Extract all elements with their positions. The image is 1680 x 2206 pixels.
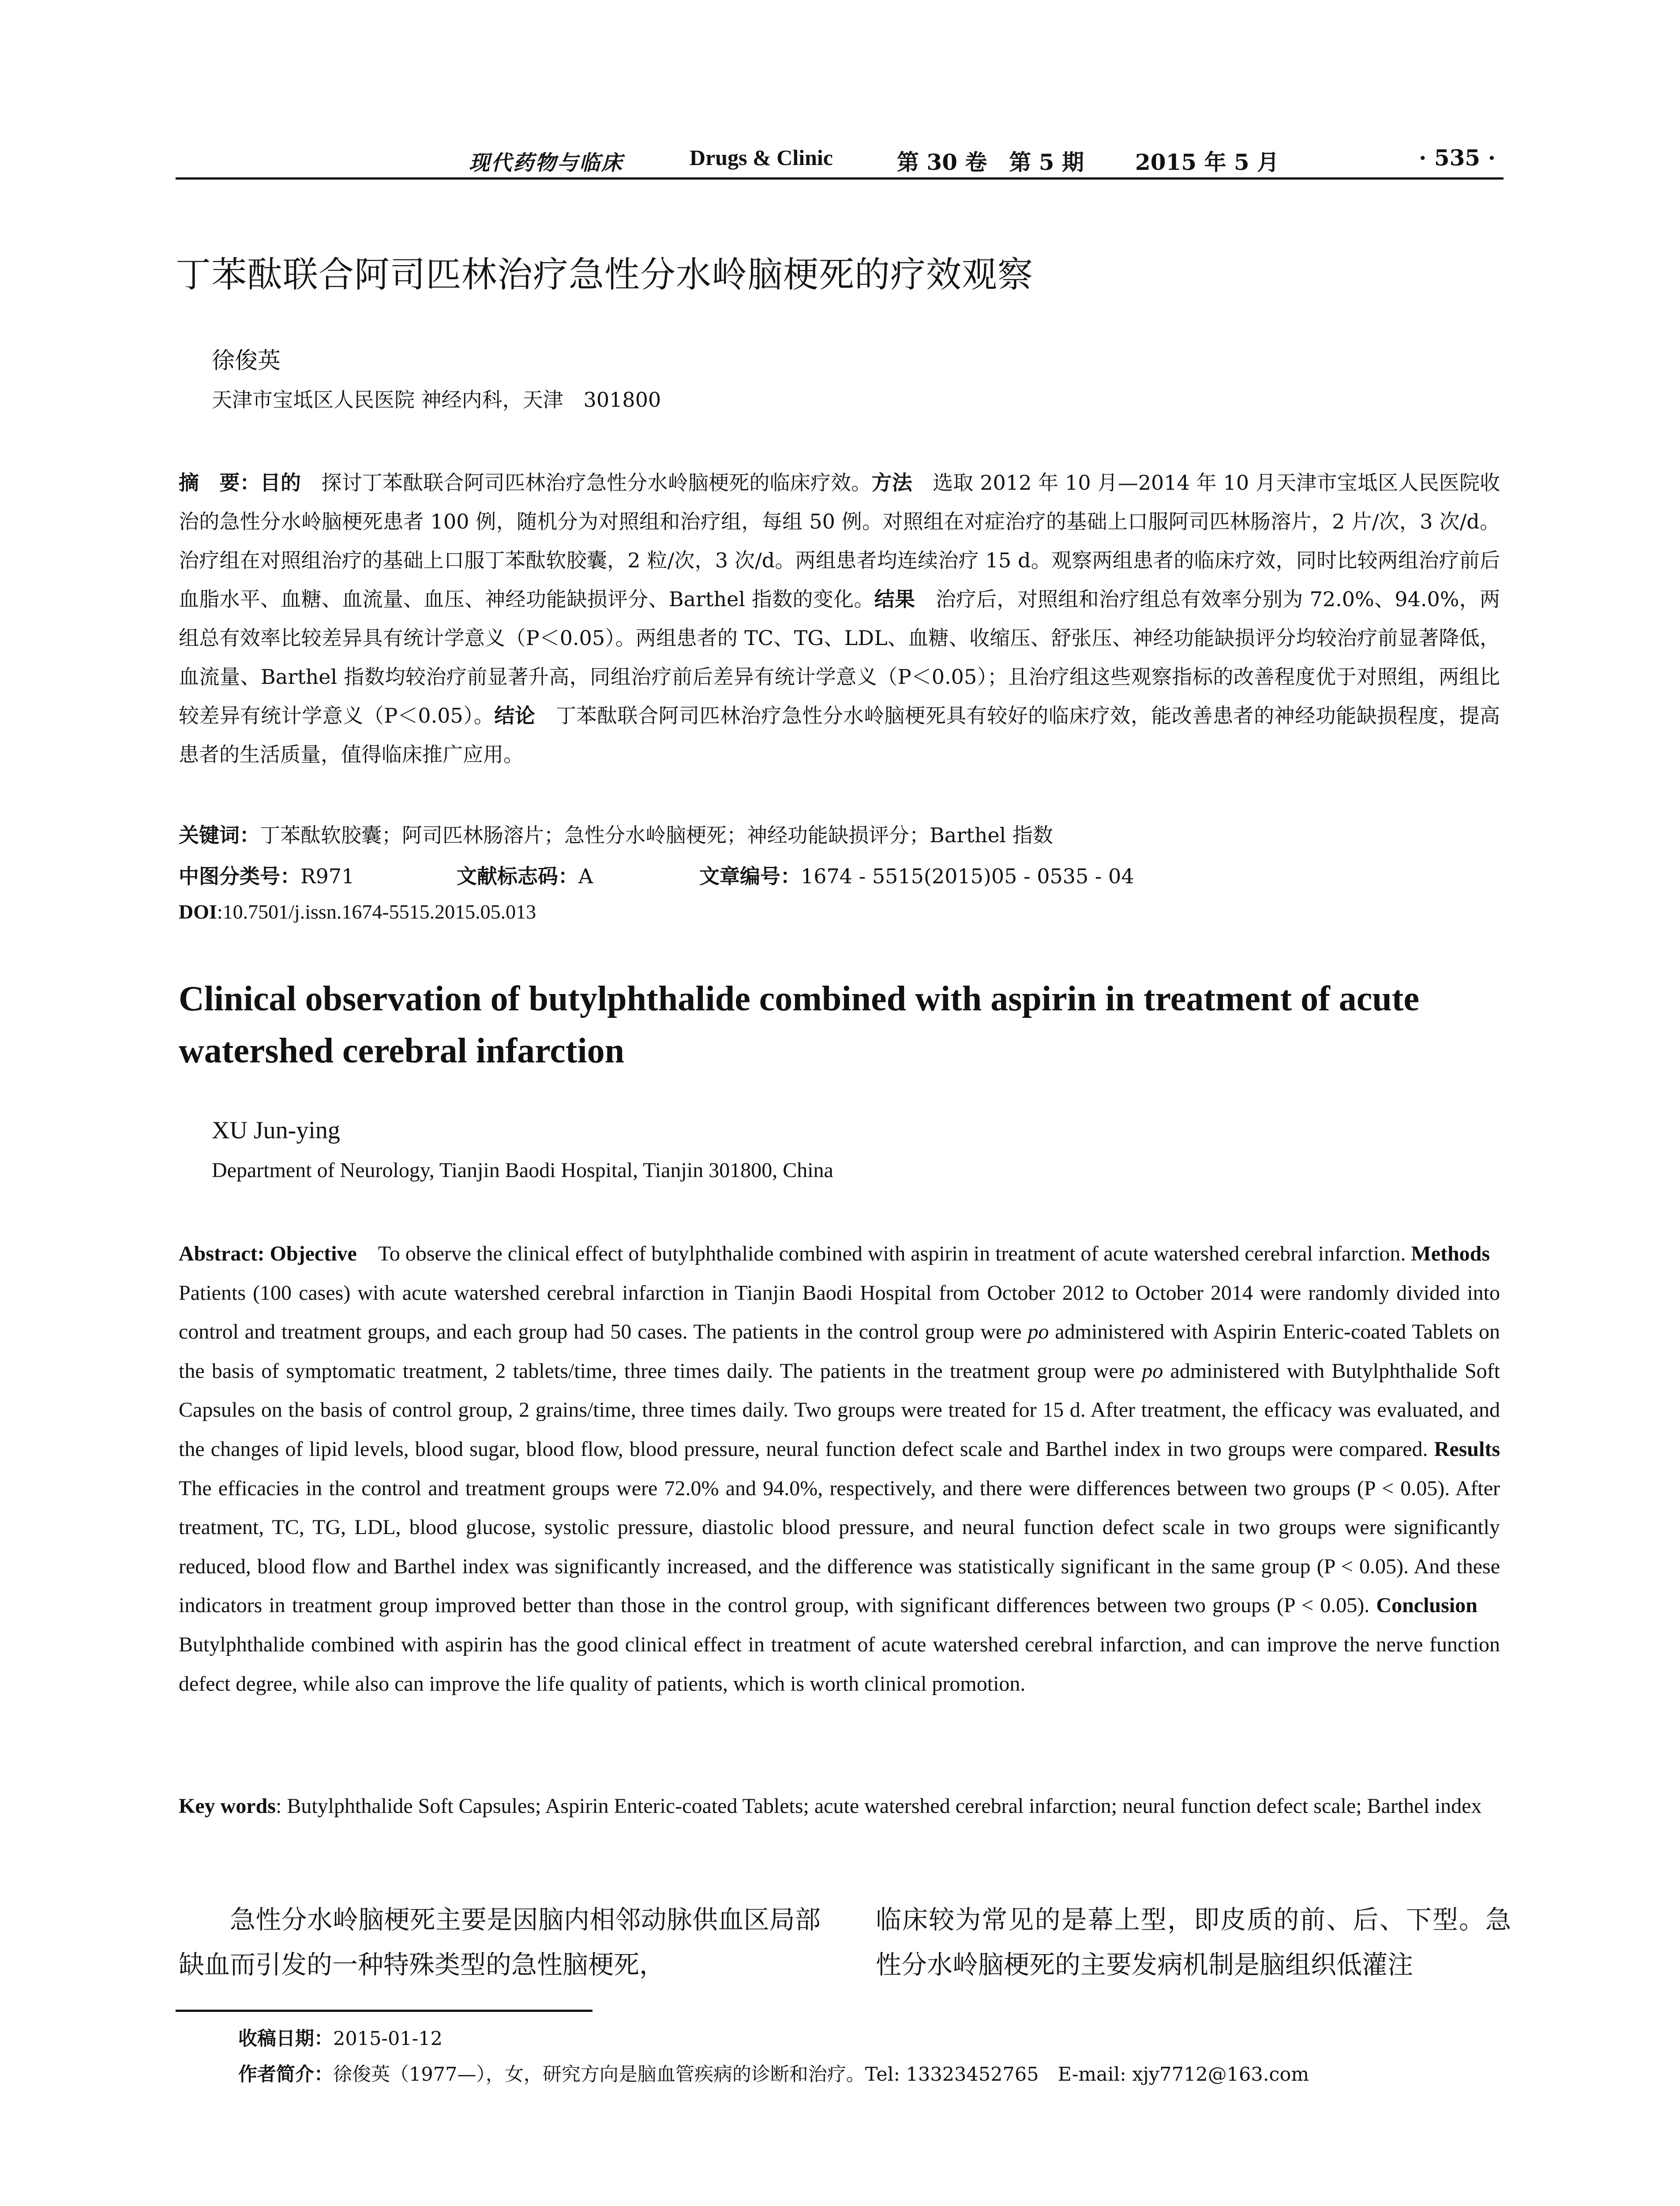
document-code xyxy=(457,860,593,889)
received-date: 2015-01-12 xyxy=(333,2028,442,2050)
doi-link[interactable]: :10.7501/j.issn.1674-5515.2015.05.013 xyxy=(217,900,536,923)
affiliation-cn: 天津市宝坻区人民医院 神经内科，天津 301800 xyxy=(212,388,661,412)
doi-line xyxy=(179,900,536,923)
methods-text-en-1: Patients (100 cases) with acute watershed cerebral infarction in Tianjin Baodi Hospital from October 2012 to October 2014 were randomly divided into control and treatment groups, and each group had 50 cases. The patients in the control group were xyxy=(179,1242,1511,1344)
clc-value: R971 xyxy=(300,864,355,888)
footnote-divider xyxy=(176,2010,592,2012)
abstract-en xyxy=(179,1234,1511,1703)
article-title-en: Clinical observation of butylphthalide combined with aspirin in treatment of acute watershed cerebral infarction xyxy=(179,979,1419,1070)
author-bio-text: 徐俊英（1977—），女，研究方向是脑血管疾病的诊断和治疗。Tel: 13323452765 E-mail: xjy7712@163.com xyxy=(333,2063,1309,2086)
footnote-received xyxy=(238,2024,442,2051)
doi-label: DOI xyxy=(179,900,217,923)
results-text-en: The efficacies in the control and treatment groups were 72.0% and 94.0%, respectively, and there were differences between two groups (P < 0.05). After treatment, TC, TG, LDL, blood glucose, systolic pressure, diastolic blood pressure, and neural function defect scale in two groups were significantly reduced, blood flow and Barthel index was significantly increased, and the difference was statistically significant in the same group (P < 0.05). And these indicators in treatment group improved better than those in the control group, with significant differences between two groups (P < 0.05). xyxy=(179,1476,1500,1617)
keywords-text-en: : Butylphthalide Soft Capsules; Aspirin Enteric-coated Tablets; acute watershed cerebral infarction; neural function defect scale; Barthel index xyxy=(275,1794,1482,1818)
results-text-cn: 治疗后，对照组和治疗组总有效率分别为 72.0%、94.0%，两组总有效率比较差异具有统计学意义（P＜0.05）。两组患者的 TC、TG、LDL、血糖、收缩压、舒张压、神经功能缺损评分均较治疗前显著降低，血流量、Barthel 指数均较治疗前显著升高，同组治疗前后差异有统计学意义（P＜0.05）；且治疗组这些观察指标的改善程度优于对照组，两组比较差异有统计学意义（P＜0.05）。 xyxy=(179,587,1500,728)
conclusion-label-cn: 结论 xyxy=(494,704,536,728)
methods-label-en: Methods xyxy=(1411,1242,1490,1265)
po-term-2: po xyxy=(1142,1359,1163,1383)
methods-text-cn: 选取 2012 年 10 月—2014 年 10 月天津市宝坻区人民医院收治的急性分水岭脑梗死患者 100 例，随机分为对照组和治疗组，每组 50 例。对照组在对症治疗的基础上口服阿司匹林肠溶片，2 片/次，3 次/d。治疗组在对照组治疗的基础上口服丁苯酞软胶囊，2 粒/次，3 次/d。两组患者均连续治疗 15 d。观察两组患者的临床疗效，同时比较两组治疗前后血脂水平、血糖、血流量、血压、神经功能缺损评分、Barthel 指数的变化。 xyxy=(179,471,1500,611)
objective-text-cn: 探讨丁苯酞联合阿司匹林治疗急性分水岭脑梗死的临床疗效。 xyxy=(301,471,872,495)
keywords-cn xyxy=(179,819,1053,848)
page-number: · 535 · xyxy=(1419,145,1496,171)
affiliation-en: Department of Neurology, Tianjin Baodi Hospital, Tianjin 301800, China xyxy=(212,1159,833,1182)
received-label: 收稿日期： xyxy=(238,2028,333,2050)
footnote-author-bio xyxy=(238,2060,1309,2086)
results-label-cn: 结果 xyxy=(874,587,915,611)
methods-text-en-2: administered with Aspirin Enteric-coated Tablets on the basis of symptomatic treatment, 2 tablets/time, three times daily. The patients in the treatment group were xyxy=(179,1320,1500,1383)
author-cn: 徐俊英 xyxy=(212,348,281,374)
issue-date: 2015 年 5 月 xyxy=(1135,149,1279,175)
conclusion-label-en: Conclusion xyxy=(1376,1594,1478,1617)
clc-label: 中图分类号： xyxy=(179,864,300,888)
article-title-cn: 丁苯酞联合阿司匹林治疗急性分水岭脑梗死的疗效观察 xyxy=(176,254,1033,295)
body-column-right: 临床较为常见的是幕上型，即皮质的前、后、下型。急性分水岭脑梗死的主要发病机制是脑组织低灌注 xyxy=(876,1905,1511,1980)
author-en: XU Jun-ying xyxy=(212,1117,340,1144)
keywords-text-cn: 丁苯酞软胶囊；阿司匹林肠溶片；急性分水岭脑梗死；神经功能缺损评分；Barthel 指数 xyxy=(260,823,1053,847)
body-column-left: 急性分水岭脑梗死主要是因脑内相邻动脉供血区局部缺血而引发的一种特殊类型的急性脑梗死， xyxy=(179,1905,821,1980)
running-header xyxy=(176,142,1504,180)
doc-code-label: 文献标志码： xyxy=(457,864,578,888)
conclusion-text-en: Butylphthalide combined with aspirin has the good clinical effect in treatment of acute watershed cerebral infarction, and can improve the nerve function defect degree, while also can improve the life quality of patients, which is worth clinical promotion. xyxy=(179,1594,1500,1696)
conclusion-text-cn: 丁苯酞联合阿司匹林治疗急性分水岭脑梗死具有较好的临床疗效，能改善患者的神经功能缺损程度，提高患者的生活质量，值得临床推广应用。 xyxy=(179,704,1500,766)
article-no-value: 1674 - 5515(2015)05 - 0535 - 04 xyxy=(801,864,1134,888)
keywords-label-en: Key words xyxy=(179,1794,276,1818)
abstract-cn xyxy=(179,463,1500,774)
journal-name-cn: 现代药物与临床 xyxy=(469,151,623,175)
journal-name-en: Drugs & Clinic xyxy=(690,145,833,170)
methods-text-en-3: administered with Butylphthalide Soft Capsules on the basis of control group, 2 grains/time, three times daily. Two groups were treated for 15 d. After treatment, the efficacy was evaluated, and the changes of lipid levels, blood sugar, blood flow, blood pressure, neural function defect scale and Barthel index in two groups were compared. xyxy=(179,1359,1500,1461)
volume-issue: 第 30 卷 第 5 期 xyxy=(897,149,1084,175)
abstract-label-cn: 摘 要： xyxy=(179,471,260,495)
results-label-en: Results xyxy=(1434,1437,1500,1461)
article-number xyxy=(699,860,1134,889)
abstract-objective-label-en: Abstract: Objective xyxy=(179,1242,357,1265)
objective-label-cn: 目的 xyxy=(260,471,301,495)
clc-code xyxy=(179,860,354,889)
doc-code-value: A xyxy=(578,864,593,888)
keywords-label-cn: 关键词： xyxy=(179,823,260,847)
keywords-en xyxy=(179,1787,1500,1826)
author-bio-label: 作者简介： xyxy=(238,2063,333,2086)
article-no-label: 文章编号： xyxy=(699,864,801,888)
methods-label-cn: 方法 xyxy=(871,471,912,495)
objective-text-en: To observe the clinical effect of butylphthalide combined with aspirin in treatment of acute watershed cerebral infarction. xyxy=(356,1242,1411,1265)
po-term-1: po xyxy=(1028,1320,1049,1344)
